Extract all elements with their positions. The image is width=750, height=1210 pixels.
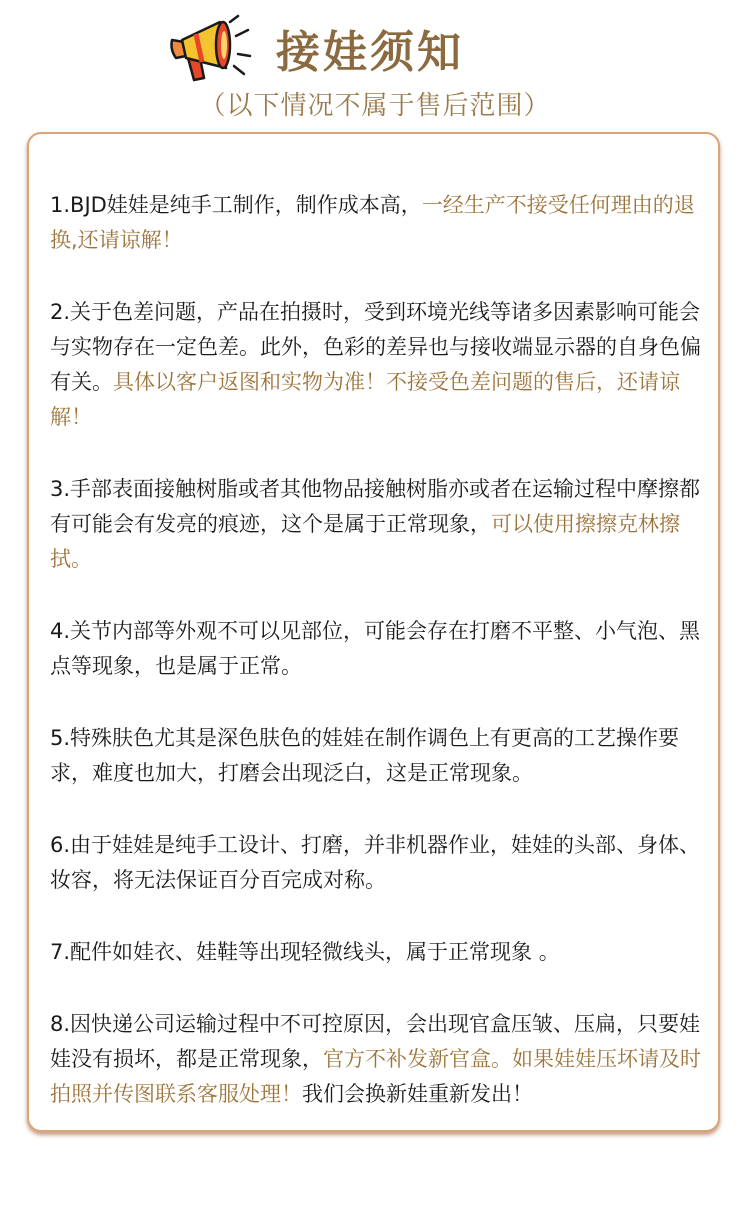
notice-text: 8.因快递公司运输过程中不可控原因，会出现官盒压皱、压扁，只要娃娃没有损坏，都是正常现象， <box>50 1012 701 1071</box>
notice-list <box>50 188 705 1149</box>
notice-text: 6.由于娃娃是纯手工设计、打磨，并非机器作业，娃娃的头部、身体、妆容，将无法保证百分百完成对称。 <box>50 833 701 892</box>
notice-item-7 <box>50 935 705 970</box>
notice-item-8 <box>50 1007 705 1112</box>
notice-highlight: 具体以客户返图和实物为准！不接受色差问题的售后，还请谅解！ <box>50 370 680 429</box>
notice-highlight: 官方不补发新官盒。如果娃娃压坏请及时拍照并传图联系客服处理！ <box>50 1047 701 1106</box>
notice-text-tail: 我们会换新娃重新发出！ <box>302 1082 533 1106</box>
page-subtitle: （以下情况不属于售后范围） <box>199 91 551 121</box>
notice-panel <box>27 132 720 1132</box>
notice-item-6 <box>50 828 705 898</box>
notice-item-4 <box>50 614 705 684</box>
notice-text: 1.BJD娃娃是纯手工制作，制作成本高， <box>50 193 422 217</box>
notice-highlight: 一经生产不接受任何理由的退换,还请谅解！ <box>50 193 695 252</box>
notice-item-5 <box>50 721 705 791</box>
notice-text: 4.关节内部等外观不可以见部位，可能会存在打磨不平整、小气泡、黑点等现象，也是属于正常。 <box>50 619 701 678</box>
notice-item-3 <box>50 472 705 577</box>
notice-highlight: 可以使用擦擦克林擦拭。 <box>50 512 680 571</box>
notice-text: 2.关于色差问题，产品在拍摄时，受到环境光线等诸多因素影响可能会与实物存在一定色差。此外，色彩的差异也与接收端显示器的自身色偏有关。 <box>50 300 701 394</box>
notice-text: 7.配件如娃衣、娃鞋等出现轻微线头，属于正常现象 。 <box>50 940 560 964</box>
notice-item-2 <box>50 295 705 435</box>
megaphone-icon <box>168 14 260 86</box>
header <box>0 0 750 130</box>
notice-text: 5.特殊肤色尤其是深色肤色的娃娃在制作调色上有更高的工艺操作要求，难度也加大，打磨会出现泛白，这是正常现象。 <box>50 726 680 785</box>
notice-text: 3.手部表面接触树脂或者其他物品接触树脂亦或者在运输过程中摩擦都有可能会有发亮的痕迹，这个是属于正常现象， <box>50 477 701 536</box>
notice-item-1 <box>50 188 705 258</box>
page-title: 接娃须知 <box>276 27 464 78</box>
